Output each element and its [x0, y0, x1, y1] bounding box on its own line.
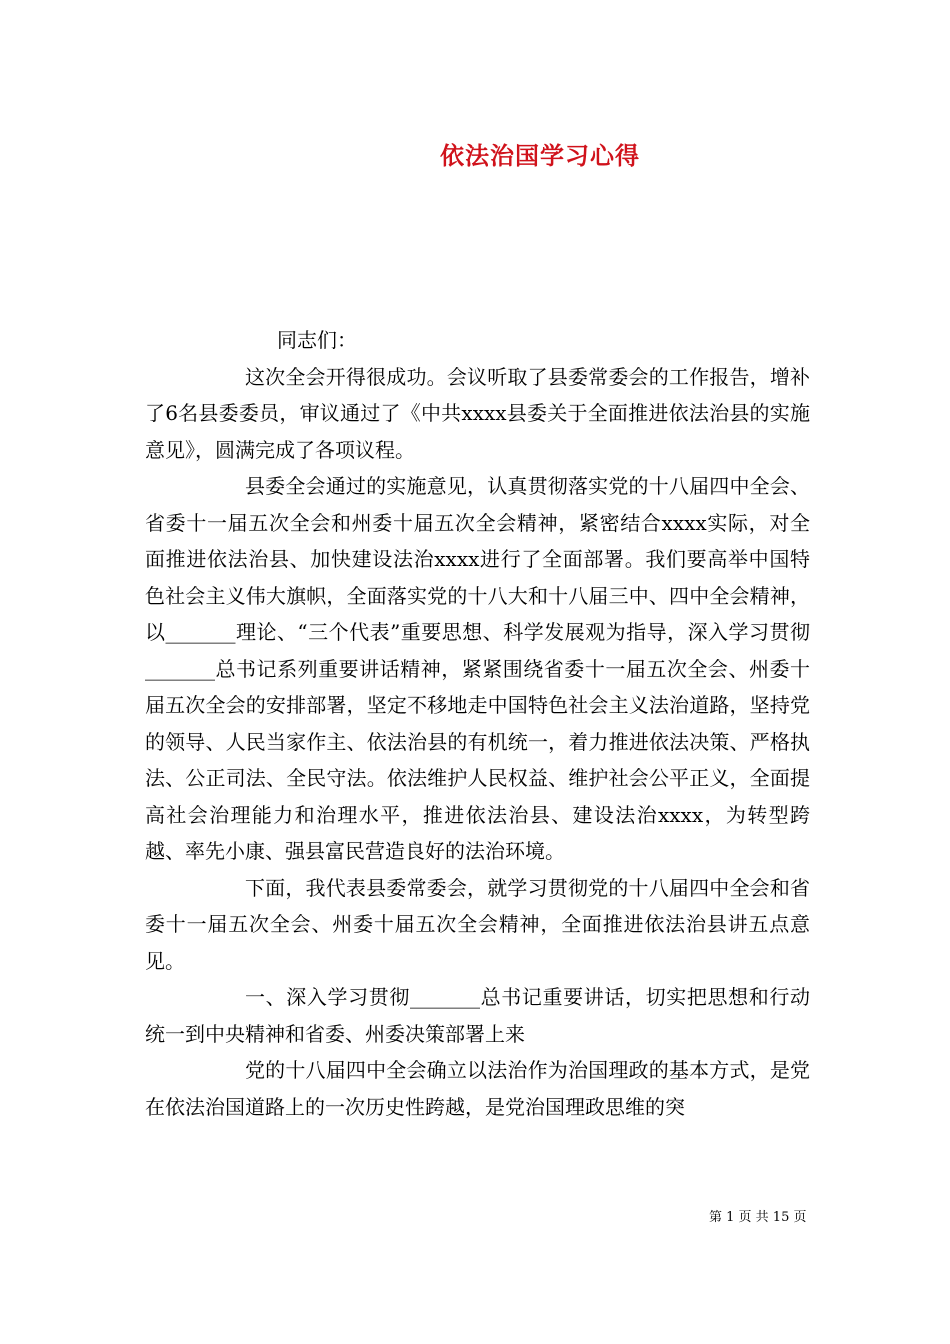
paragraph-4: 党的十八届四中全会确立以法治作为治国理政的基本方式，是党在依法治国道路上的一次历史性跨越，是党治国理政思维的突 — [145, 1058, 810, 1119]
section-heading-1: 一、深入学习贯彻_______总书记重要讲话，切实把思想和行动统一到中央精神和省委、州委决策部署上来 — [145, 985, 810, 1046]
document-body — [145, 322, 810, 1125]
paragraph-3: 下面，我代表县委常委会，就学习贯彻党的十八届四中全会和省委十一届五次全会、州委十届五次全会精神，全面推进依法治县讲五点意见。 — [145, 875, 810, 973]
document-title: 依法治国学习心得 — [440, 141, 640, 170]
paragraph-1: 这次全会开得很成功。会议听取了县委常委会的工作报告，增补了6名县委委员，审议通过了《中共xxxx县委关于全面推进依法治县的实施意见》，圆满完成了各项议程。 — [145, 364, 810, 462]
salutation: 同志们： — [277, 328, 357, 352]
page-number-footer: 第 1 页 共 15 页 — [709, 1210, 807, 1225]
paragraph-2: 县委全会通过的实施意见，认真贯彻落实党的十八届四中全会、省委十一届五次全会和州委十届五次全会精神，紧密结合xxxx实际，对全面推进依法治县、加快建设法治xxxx进行了全面部署。我们要高举中国特色社会主义伟大旗帜，全面落实党的十八大和十八届三中、四中全会精神，以_______理论、“三个代表”重要思想、科学发展观为指导，深入学习贯彻_______总书记系列重要讲话精神，紧紧围绕省委十一届五次全会、州委十届五次全会的安排部署，坚定不移地走中国特色社会主义法治道路，坚持党的领导、人民当家作主、依法治县的有机统一，着力推进依法决策、严格执法、公正司法、全民守法。依法维护人民权益、维护社会公平正义，全面提高社会治理能力和治理水平，推进依法治县、建设法治xxxx，为转型跨越、率先小康、强县富民营造良好的法治环境。 — [145, 474, 810, 863]
